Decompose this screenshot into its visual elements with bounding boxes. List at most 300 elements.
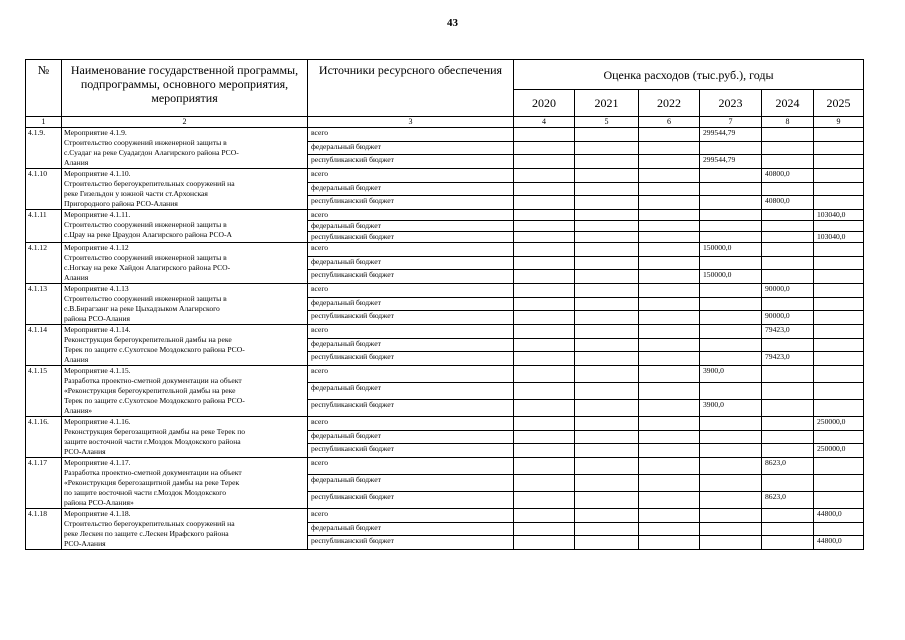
amount-cell xyxy=(575,444,639,458)
amount-cell xyxy=(814,256,864,270)
amount-cell xyxy=(575,196,639,210)
amount-cell xyxy=(639,155,700,169)
amount-cell xyxy=(814,284,864,298)
amount-cell xyxy=(700,509,762,523)
amount-cell xyxy=(814,325,864,339)
description-line: с.Црау на реке Црaудон Алагирского района РСО-А xyxy=(64,230,233,239)
description-line: Мероприятие 4.1.17. xyxy=(64,458,131,467)
column-number: 8 xyxy=(762,117,814,128)
description-line: Алания xyxy=(64,158,89,167)
amount-cell xyxy=(639,256,700,270)
funding-source: всего xyxy=(308,284,514,298)
description-line: по защите восточной части г.Моздок Моздокского xyxy=(64,488,227,497)
amount-cell xyxy=(514,141,575,155)
measure-section xyxy=(26,169,864,210)
description-line: района РСО-Алания» xyxy=(64,498,134,507)
amount-cell xyxy=(639,182,700,196)
column-number: 6 xyxy=(639,117,700,128)
amount-cell xyxy=(762,182,814,196)
description-line: Строительство берегоукрепительных сооружений на xyxy=(64,519,235,528)
amount-cell xyxy=(639,509,700,523)
amount-cell xyxy=(575,509,639,523)
amount-cell xyxy=(700,325,762,339)
description-line: Строительство берегоукрепительных сооружений на xyxy=(64,179,235,188)
description-line: с.В.Бирагзанг на реке Цыхадзыком Алагирского xyxy=(64,304,220,313)
amount-cell xyxy=(700,417,762,431)
amount-cell xyxy=(639,128,700,142)
column-number: 9 xyxy=(814,117,864,128)
amount-cell xyxy=(514,256,575,270)
amount-cell xyxy=(575,169,639,183)
funding-source: федеральный бюджет xyxy=(308,141,514,155)
column-number: 5 xyxy=(575,117,639,128)
amount-cell: 8623,0 xyxy=(762,492,814,509)
amount-cell xyxy=(639,325,700,339)
amount-cell xyxy=(514,284,575,298)
amount-cell xyxy=(814,182,864,196)
amount-cell xyxy=(514,417,575,431)
amount-cell xyxy=(639,522,700,536)
amount-cell xyxy=(575,210,639,221)
funding-source: республиканский бюджет xyxy=(308,232,514,243)
description-line: реке Гизельдон у южной части ст.Архонская xyxy=(64,189,208,198)
funding-source: всего xyxy=(308,169,514,183)
description-line: защите восточной части г.Моздок Моздокского района xyxy=(64,437,241,446)
amount-cell xyxy=(514,232,575,243)
amount-cell xyxy=(514,297,575,311)
funding-source: республиканский бюджет xyxy=(308,536,514,550)
amount-cell xyxy=(814,270,864,284)
amount-cell: 90000,0 xyxy=(762,284,814,298)
amount-cell xyxy=(639,366,700,383)
amount-cell xyxy=(575,155,639,169)
table-row xyxy=(26,128,864,142)
amount-cell: 3900,0 xyxy=(700,400,762,417)
amount-cell xyxy=(514,458,575,475)
amount-cell: 250000,0 xyxy=(814,444,864,458)
amount-cell xyxy=(575,383,639,400)
amount-cell xyxy=(762,210,814,221)
table-row xyxy=(26,243,864,257)
amount-cell xyxy=(700,256,762,270)
amount-cell xyxy=(762,128,814,142)
amount-cell xyxy=(639,352,700,366)
amount-cell: 103040,0 xyxy=(814,210,864,221)
amount-cell xyxy=(700,522,762,536)
description-line: Строительство сооружений инженерной защиты в xyxy=(64,253,227,262)
amount-cell xyxy=(814,128,864,142)
amount-cell xyxy=(514,475,575,492)
table-row xyxy=(26,509,864,523)
funding-source: республиканский бюджет xyxy=(308,155,514,169)
header-year: 2021 xyxy=(575,90,639,117)
amount-cell xyxy=(575,430,639,444)
amount-cell xyxy=(514,243,575,257)
amount-cell xyxy=(514,430,575,444)
measure-description xyxy=(62,243,308,284)
funding-source: федеральный бюджет xyxy=(308,430,514,444)
description-line: Алания xyxy=(64,355,89,364)
measure-description xyxy=(62,128,308,169)
measure-number: 4.1.12 xyxy=(26,243,62,284)
amount-cell xyxy=(762,141,814,155)
amount-cell xyxy=(639,221,700,232)
amount-cell xyxy=(762,338,814,352)
header-no: № xyxy=(26,60,62,117)
amount-cell xyxy=(575,536,639,550)
page-number: 43 xyxy=(447,17,458,29)
measure-description xyxy=(62,210,308,243)
amount-cell xyxy=(639,210,700,221)
measure-description xyxy=(62,169,308,210)
measure-number: 4.1.10 xyxy=(26,169,62,210)
amount-cell: 3900,0 xyxy=(700,366,762,383)
amount-cell xyxy=(762,243,814,257)
amount-cell xyxy=(639,536,700,550)
header-year: 2022 xyxy=(639,90,700,117)
amount-cell xyxy=(639,196,700,210)
amount-cell xyxy=(762,221,814,232)
measure-section xyxy=(26,366,864,417)
header-year: 2025 xyxy=(814,90,864,117)
amount-cell xyxy=(639,141,700,155)
funding-source: республиканский бюджет xyxy=(308,270,514,284)
amount-cell xyxy=(575,522,639,536)
amount-cell xyxy=(814,383,864,400)
budget-table xyxy=(25,59,864,550)
amount-cell: 44800,0 xyxy=(814,536,864,550)
funding-source: федеральный бюджет xyxy=(308,383,514,400)
amount-cell xyxy=(575,182,639,196)
amount-cell xyxy=(514,444,575,458)
measure-number: 4.1.16. xyxy=(26,417,62,458)
amount-cell: 90000,0 xyxy=(762,311,814,325)
amount-cell xyxy=(814,366,864,383)
amount-cell xyxy=(514,509,575,523)
amount-cell xyxy=(575,128,639,142)
funding-source: всего xyxy=(308,243,514,257)
measure-description xyxy=(62,284,308,325)
amount-cell xyxy=(639,444,700,458)
amount-cell: 79423,0 xyxy=(762,325,814,339)
amount-cell xyxy=(700,232,762,243)
amount-cell xyxy=(639,492,700,509)
amount-cell: 299544,79 xyxy=(700,128,762,142)
description-line: Мероприятие 4.1.9. xyxy=(64,128,127,137)
description-line: Пригородного района РСО-Алания xyxy=(64,199,178,208)
description-line: Строительство сооружений инженерной защиты в xyxy=(64,294,227,303)
amount-cell xyxy=(514,366,575,383)
amount-cell xyxy=(575,325,639,339)
funding-source: федеральный бюджет xyxy=(308,338,514,352)
amount-cell xyxy=(762,383,814,400)
amount-cell xyxy=(514,492,575,509)
amount-cell xyxy=(700,475,762,492)
amount-cell: 299544,79 xyxy=(700,155,762,169)
header-year: 2023 xyxy=(700,90,762,117)
column-number: 3 xyxy=(308,117,514,128)
amount-cell xyxy=(575,297,639,311)
amount-cell xyxy=(700,536,762,550)
measure-description xyxy=(62,509,308,550)
amount-cell xyxy=(762,417,814,431)
measure-section xyxy=(26,243,864,284)
amount-cell xyxy=(514,522,575,536)
amount-cell xyxy=(700,297,762,311)
table-row xyxy=(26,417,864,431)
amount-cell xyxy=(762,232,814,243)
amount-cell xyxy=(814,297,864,311)
amount-cell xyxy=(700,458,762,475)
description-line: Строительство сооружений инженерной защиты в xyxy=(64,220,227,229)
amount-cell xyxy=(514,338,575,352)
funding-source: федеральный бюджет xyxy=(308,182,514,196)
amount-cell xyxy=(639,270,700,284)
measure-number: 4.1.18 xyxy=(26,509,62,550)
amount-cell xyxy=(575,270,639,284)
funding-source: республиканский бюджет xyxy=(308,492,514,509)
measure-section xyxy=(26,128,864,169)
amount-cell xyxy=(814,221,864,232)
description-line: РСО-Алания xyxy=(64,447,106,456)
header-estimate: Оценка расходов (тыс.руб.), годы xyxy=(514,60,864,90)
funding-source: всего xyxy=(308,417,514,431)
amount-cell: 79423,0 xyxy=(762,352,814,366)
amount-cell: 150000,0 xyxy=(700,270,762,284)
description-line: с.Суадаг на реке Суадагдон Алагирского района РСО- xyxy=(64,148,239,157)
table-row xyxy=(26,366,864,383)
amount-cell xyxy=(575,458,639,475)
amount-cell xyxy=(762,155,814,169)
funding-source: всего xyxy=(308,458,514,475)
amount-cell xyxy=(814,352,864,366)
funding-source: республиканский бюджет xyxy=(308,196,514,210)
table-row xyxy=(26,325,864,339)
table-row xyxy=(26,458,864,475)
amount-cell xyxy=(514,182,575,196)
amount-cell xyxy=(639,383,700,400)
amount-cell xyxy=(814,430,864,444)
amount-cell xyxy=(575,352,639,366)
description-line: Разработка проектно-сметной документации на объект xyxy=(64,376,242,385)
amount-cell xyxy=(639,297,700,311)
description-line: с.Ногкау на реке Хайдон Алагирского района РСО- xyxy=(64,263,231,272)
column-number: 1 xyxy=(26,117,62,128)
description-line: РСО-Алания xyxy=(64,539,106,548)
amount-cell xyxy=(514,536,575,550)
funding-source: республиканский бюджет xyxy=(308,311,514,325)
amount-cell xyxy=(762,270,814,284)
amount-cell xyxy=(700,141,762,155)
measure-description xyxy=(62,458,308,509)
amount-cell xyxy=(514,352,575,366)
amount-cell xyxy=(814,169,864,183)
amount-cell xyxy=(762,400,814,417)
amount-cell xyxy=(514,169,575,183)
amount-cell: 150000,0 xyxy=(700,243,762,257)
description-line: «Реконструкция берегозащитной дамбы на реке Терек xyxy=(64,478,240,487)
amount-cell xyxy=(514,325,575,339)
measure-number: 4.1.17 xyxy=(26,458,62,509)
funding-source: всего xyxy=(308,366,514,383)
description-line: Разработка проектно-сметной документации на объект xyxy=(64,468,242,477)
header-year: 2024 xyxy=(762,90,814,117)
measure-number: 4.1.9. xyxy=(26,128,62,169)
measure-number: 4.1.15 xyxy=(26,366,62,417)
amount-cell xyxy=(639,169,700,183)
amount-cell xyxy=(700,444,762,458)
description-line: Мероприятие 4.1.13 xyxy=(64,284,129,293)
amount-cell: 44800,0 xyxy=(814,509,864,523)
amount-cell xyxy=(575,141,639,155)
amount-cell xyxy=(639,417,700,431)
amount-cell xyxy=(700,284,762,298)
header-name: Наименование государственной программы, подпрограммы, основного мероприятия, мероприятия xyxy=(62,60,308,117)
measure-section xyxy=(26,210,864,243)
description-line: Реконструкция берегоукрепительной дамбы на реке xyxy=(64,335,232,344)
description-line: Мероприятие 4.1.12 xyxy=(64,243,129,252)
amount-cell xyxy=(575,338,639,352)
description-line: Алания» xyxy=(64,406,93,415)
amount-cell xyxy=(514,221,575,232)
amount-cell xyxy=(700,196,762,210)
amount-cell xyxy=(814,243,864,257)
amount-cell xyxy=(639,475,700,492)
amount-cell xyxy=(514,128,575,142)
description-line: Мероприятие 4.1.15. xyxy=(64,366,131,375)
funding-source: всего xyxy=(308,210,514,221)
funding-source: всего xyxy=(308,509,514,523)
funding-source: федеральный бюджет xyxy=(308,475,514,492)
amount-cell xyxy=(575,284,639,298)
amount-cell xyxy=(700,169,762,183)
description-line: Мероприятие 4.1.14. xyxy=(64,325,131,334)
amount-cell xyxy=(700,311,762,325)
funding-source: республиканский бюджет xyxy=(308,400,514,417)
column-number: 2 xyxy=(62,117,308,128)
measure-description xyxy=(62,366,308,417)
amount-cell: 250000,0 xyxy=(814,417,864,431)
description-line: реке Лескен по защите с.Лескен Ирафского района xyxy=(64,529,229,538)
amount-cell xyxy=(700,221,762,232)
amount-cell: 103040,0 xyxy=(814,232,864,243)
amount-cell xyxy=(814,338,864,352)
amount-cell xyxy=(700,210,762,221)
amount-cell xyxy=(814,141,864,155)
amount-cell xyxy=(575,256,639,270)
column-numbers xyxy=(26,117,864,128)
measure-number: 4.1.11 xyxy=(26,210,62,243)
amount-cell xyxy=(762,256,814,270)
amount-cell xyxy=(762,475,814,492)
amount-cell xyxy=(575,475,639,492)
amount-cell xyxy=(814,311,864,325)
column-number: 7 xyxy=(700,117,762,128)
amount-cell xyxy=(514,196,575,210)
measure-section xyxy=(26,458,864,509)
table-row xyxy=(26,210,864,221)
amount-cell xyxy=(639,430,700,444)
amount-cell xyxy=(700,430,762,444)
table-row xyxy=(26,284,864,298)
amount-cell xyxy=(762,509,814,523)
amount-cell xyxy=(639,458,700,475)
amount-cell xyxy=(700,338,762,352)
description-line: Мероприятие 4.1.16. xyxy=(64,417,131,426)
amount-cell xyxy=(762,297,814,311)
description-line: Терек по защите с.Сухотское Моздокского района РСО- xyxy=(64,345,245,354)
amount-cell xyxy=(814,155,864,169)
header-year: 2020 xyxy=(514,90,575,117)
amount-cell: 8623,0 xyxy=(762,458,814,475)
table-header xyxy=(26,60,864,117)
amount-cell xyxy=(639,400,700,417)
amount-cell xyxy=(575,221,639,232)
amount-cell xyxy=(575,400,639,417)
funding-source: федеральный бюджет xyxy=(308,297,514,311)
amount-cell xyxy=(514,270,575,284)
amount-cell xyxy=(575,366,639,383)
header-sources: Источники ресурсного обеспечения xyxy=(308,60,514,117)
amount-cell xyxy=(700,352,762,366)
amount-cell xyxy=(762,430,814,444)
amount-cell xyxy=(514,400,575,417)
description-line: Мероприятие 4.1.10. xyxy=(64,169,131,178)
measure-section xyxy=(26,509,864,550)
amount-cell xyxy=(639,338,700,352)
amount-cell xyxy=(814,475,864,492)
funding-source: республиканский бюджет xyxy=(308,352,514,366)
amount-cell xyxy=(700,383,762,400)
description-line: Строительство сооружений инженерной защиты в xyxy=(64,138,227,147)
measure-section xyxy=(26,417,864,458)
amount-cell xyxy=(639,232,700,243)
amount-cell xyxy=(814,196,864,210)
description-line: «Реконструкция берегоукрепительной дамбы на реке xyxy=(64,386,236,395)
amount-cell xyxy=(514,311,575,325)
amount-cell xyxy=(639,311,700,325)
description-line: Мероприятие 4.1.18. xyxy=(64,509,131,518)
measure-description xyxy=(62,325,308,366)
measure-section xyxy=(26,325,864,366)
amount-cell xyxy=(639,284,700,298)
description-line: района РСО-Алания xyxy=(64,314,131,323)
amount-cell xyxy=(762,366,814,383)
funding-source: федеральный бюджет xyxy=(308,256,514,270)
funding-source: республиканский бюджет xyxy=(308,444,514,458)
description-line: Алания xyxy=(64,273,89,282)
amount-cell xyxy=(514,155,575,169)
description-line: Терек по защите с.Сухотское Моздокского района РСО- xyxy=(64,396,245,405)
amount-cell xyxy=(814,522,864,536)
amount-cell xyxy=(762,444,814,458)
amount-cell xyxy=(700,182,762,196)
amount-cell xyxy=(575,232,639,243)
amount-cell xyxy=(762,536,814,550)
amount-cell: 40800,0 xyxy=(762,169,814,183)
measure-description xyxy=(62,417,308,458)
amount-cell xyxy=(514,210,575,221)
amount-cell xyxy=(814,400,864,417)
amount-cell xyxy=(700,492,762,509)
amount-cell: 40800,0 xyxy=(762,196,814,210)
funding-source: федеральный бюджет xyxy=(308,221,514,232)
column-number: 4 xyxy=(514,117,575,128)
amount-cell xyxy=(762,522,814,536)
funding-source: всего xyxy=(308,128,514,142)
amount-cell xyxy=(575,492,639,509)
measure-section xyxy=(26,284,864,325)
